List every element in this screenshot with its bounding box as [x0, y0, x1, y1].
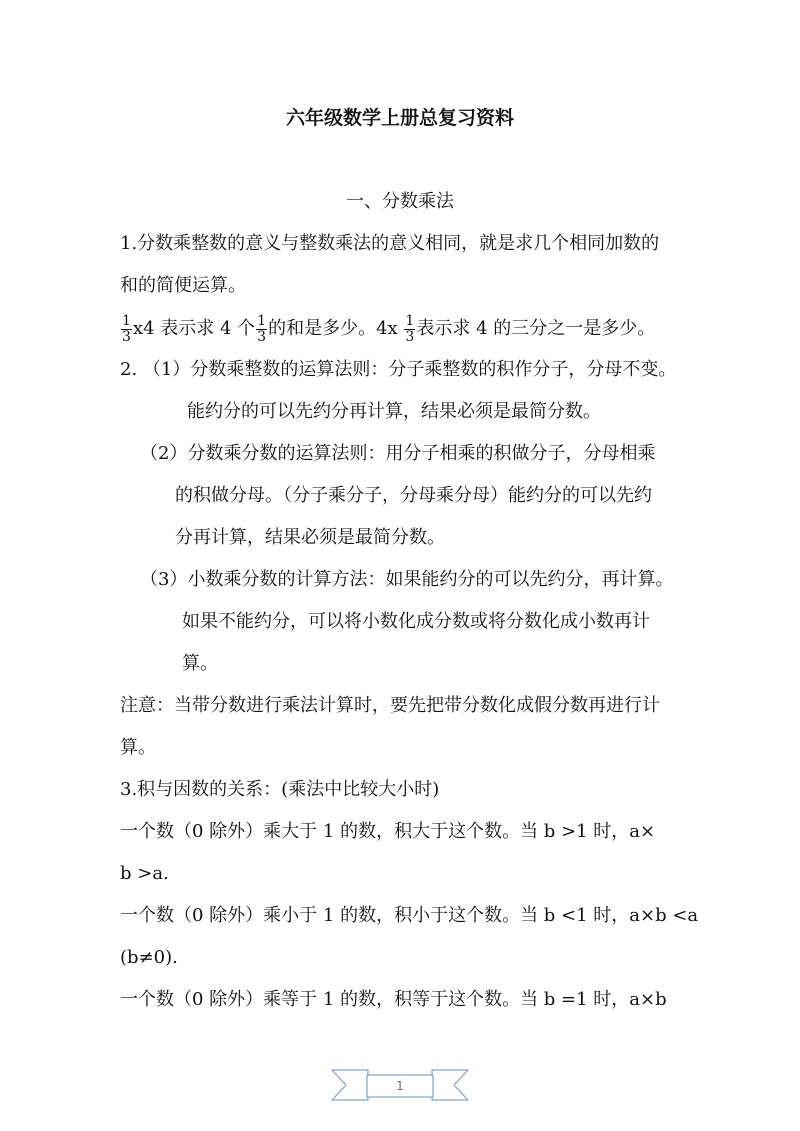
body-line-17: 一个数（0 除外）乘小于 1 的数，积小于这个数。当 b <1 时，a×b <a: [120, 905, 699, 926]
section-heading: 一、分数乘法: [346, 191, 454, 212]
body-line-15: 一个数（0 除外）乘大于 1 的数，积大于这个数。当 b >1 时，a×: [120, 821, 656, 842]
body-line-18: (b≠0).: [120, 947, 178, 968]
body-line-10: 如果不能约分，可以将小数化成分数或将分数化成小数再计: [182, 611, 650, 632]
body-line-16: b >a.: [120, 863, 169, 884]
body-line-12: 注意：当带分数进行乘法计算时，要先把带分数化成假分数再进行计: [120, 695, 660, 716]
body-line-7: 的积做分母。（分子乘分子，分母乘分母）能约分的可以先约: [175, 485, 652, 506]
fraction-one-third: $\frac{1}{3}$: [257, 312, 267, 345]
body-line-1: 1.分数乘整数的意义与整数乘法的意义相同，就是求几个相同加数的: [120, 233, 660, 254]
body-line-9: （3）小数乘分数的计算方法：如果能约分的可以先约分，再计算。: [140, 569, 674, 590]
body-line-2: 和的简便运算。: [120, 275, 246, 296]
body-line-4: 2. （1）分数乘整数的运算法则：分子乘整数的积作分子，分母不变。: [120, 359, 677, 380]
body-line-8: 分再计算，结果必须是最简分数。: [175, 527, 445, 548]
body-line-6: （2）分数乘分数的运算法则：用分子相乘的积做分子，分母相乘: [140, 443, 656, 464]
body-text: x4 表示求 4 个: [132, 318, 256, 339]
fraction-one-third: $\frac{1}{3}$: [405, 312, 415, 345]
fraction-one-third: $\frac{1}{3}$: [122, 312, 131, 345]
body-line-5: 能约分的可以先约分再计算，结果必须是最简分数。: [187, 401, 601, 422]
page-number: 1: [396, 1079, 404, 1093]
body-line-11: 算。: [182, 653, 218, 674]
body-text: 的和是多少。4x: [268, 318, 398, 339]
body-text: 表示求 4 的三分之一是多少。: [416, 318, 656, 339]
body-line-3: [120, 312, 655, 346]
body-line-14: 3.积与因数的关系：(乘法中比较大小时): [120, 779, 440, 800]
page-title: 六年级数学上册总复习资料: [285, 107, 514, 129]
body-line-19: 一个数（0 除外）乘等于 1 的数，积等于这个数。当 b =1 时，a×b: [120, 989, 667, 1010]
body-line-13: 算。: [120, 737, 156, 758]
